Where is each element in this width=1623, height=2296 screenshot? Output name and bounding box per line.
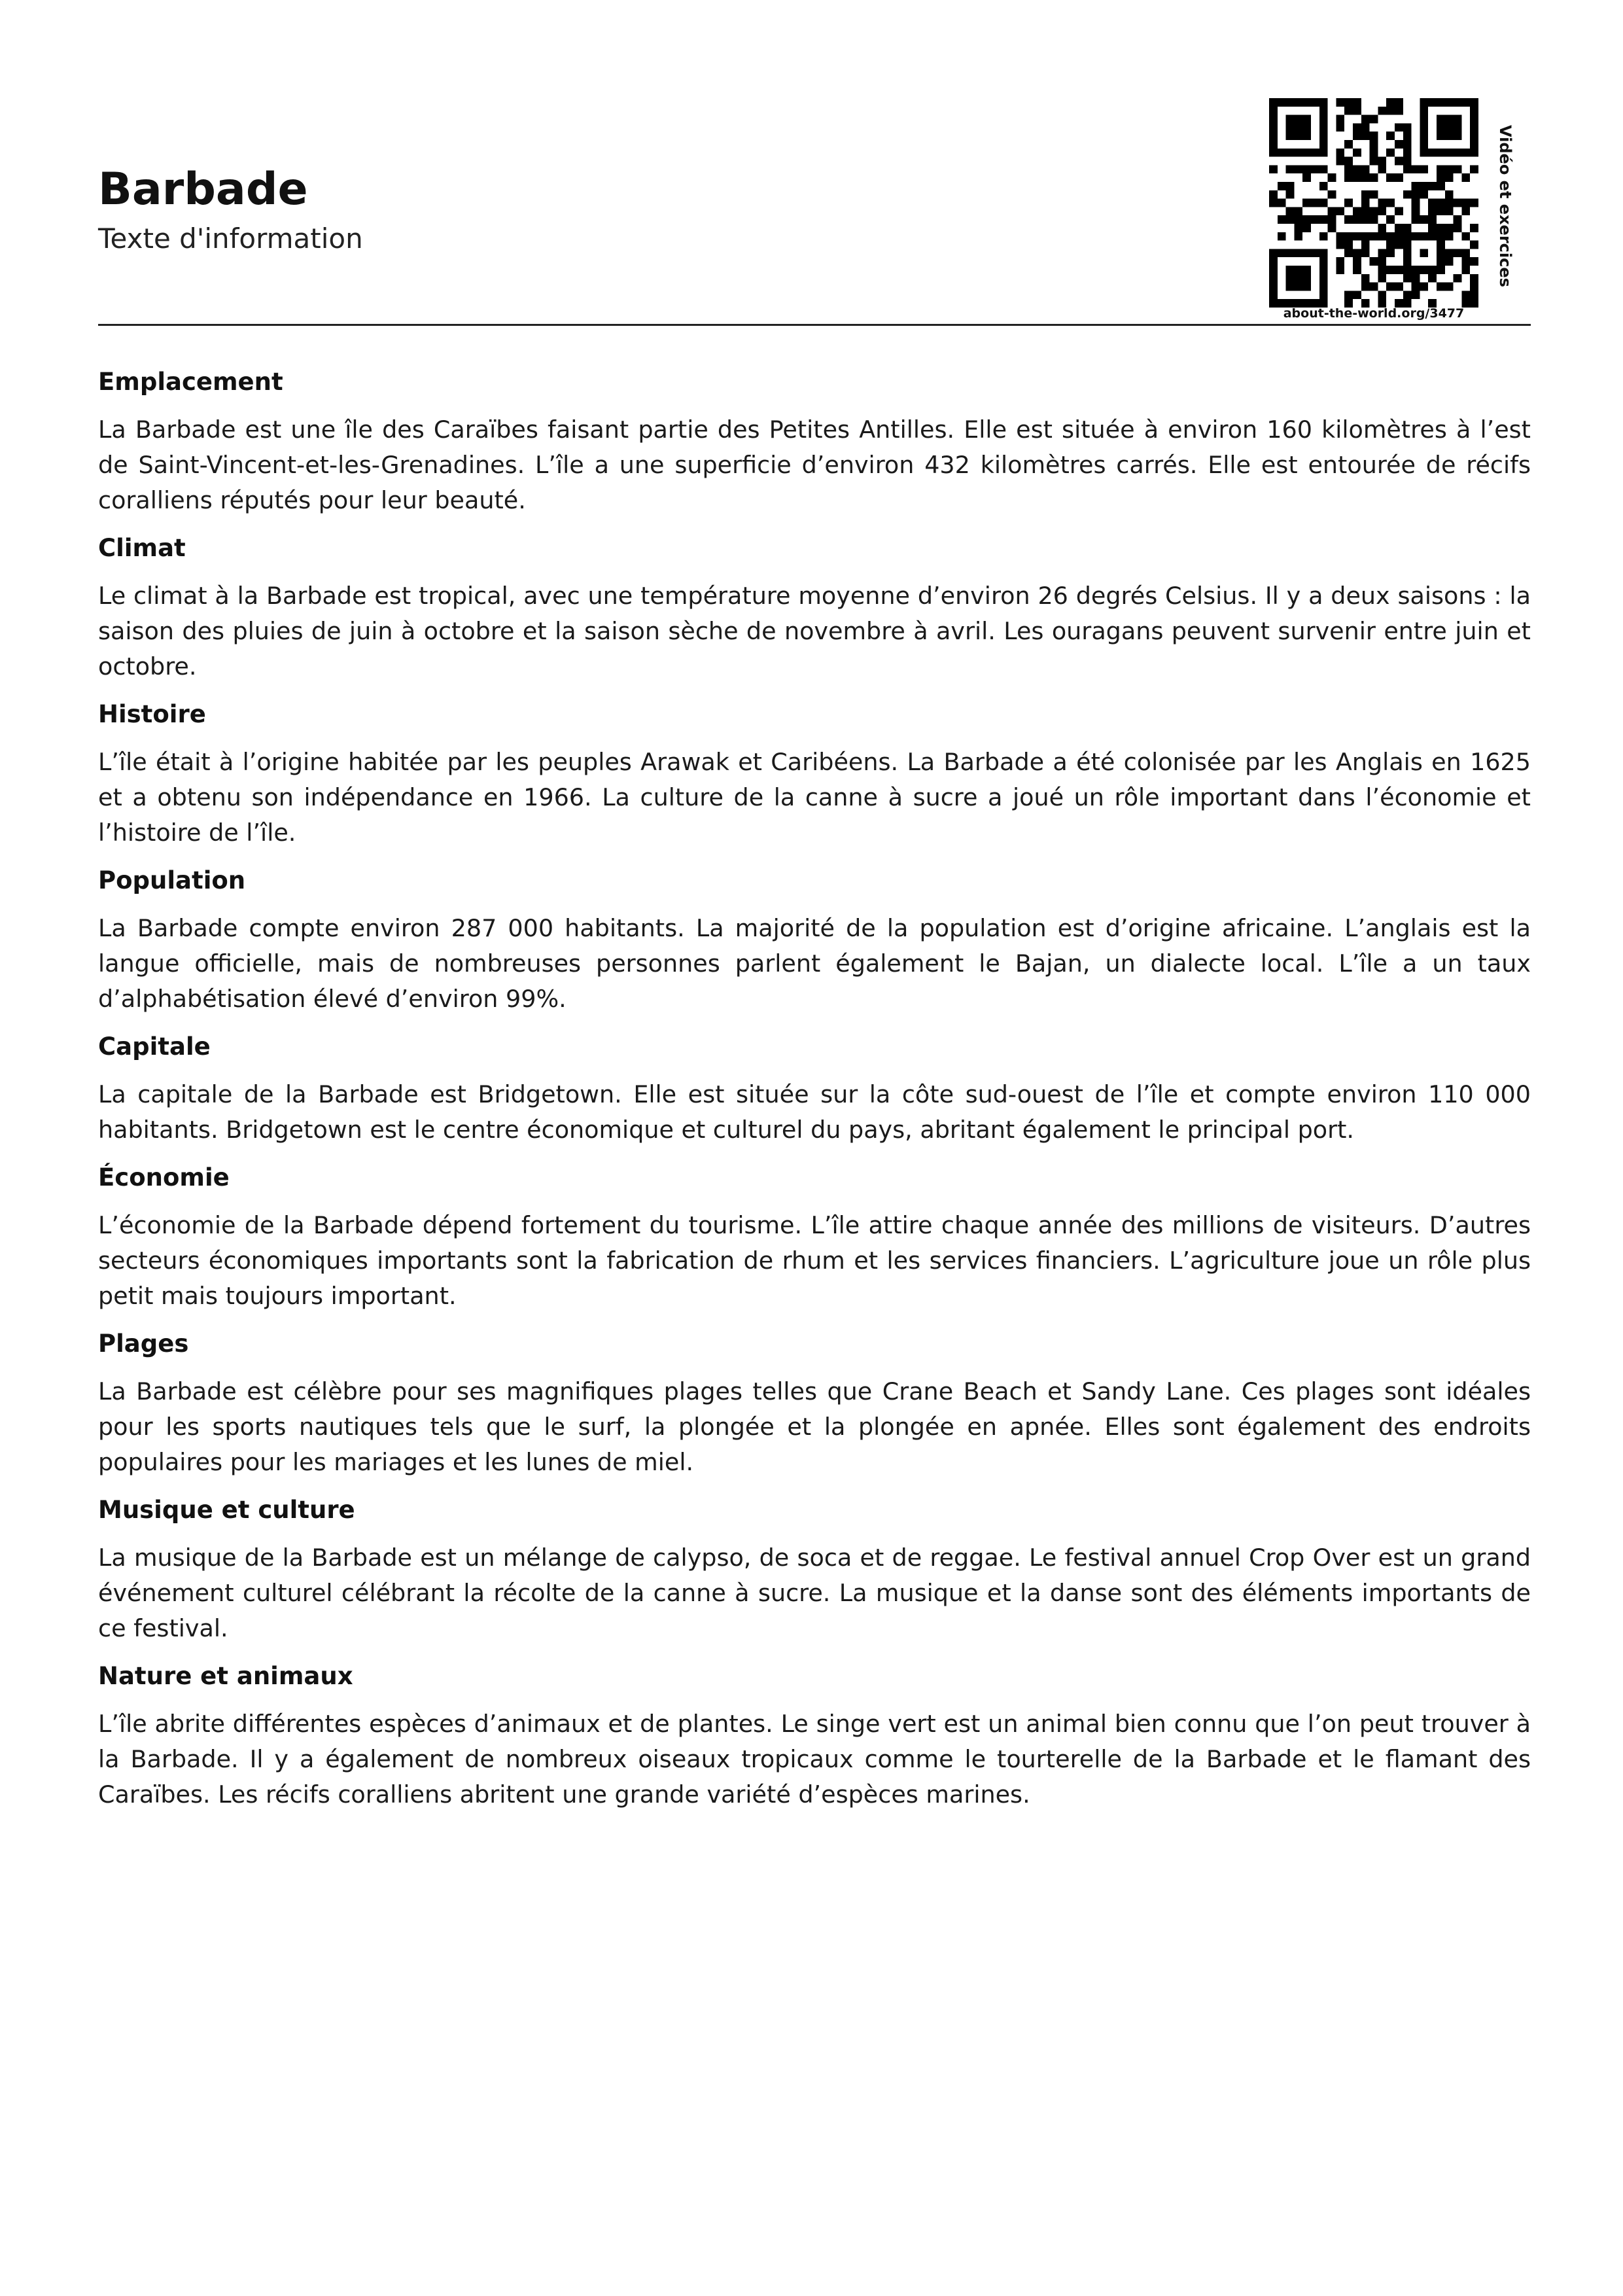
section-heading: Musique et culture (98, 1496, 355, 1524)
section-heading: Climat (98, 534, 186, 562)
document-subtitle: Texte d'information (98, 222, 363, 255)
section-capitale (98, 1031, 1531, 1148)
header-divider (98, 324, 1531, 326)
qr-code-icon[interactable] (1269, 98, 1478, 308)
document-header (98, 98, 1531, 324)
section-population (98, 865, 1531, 1017)
section-text: Le climat à la Barbade est tropical, avec une température moyenne d’environ 26 degrés Celsius. Il y a deux saisons : la saison des pluies de juin à octobre et la saison sèche de novembre à avril. Les ouragans peuvent survenir entre juin et octobre. (98, 582, 1531, 680)
document-body (98, 366, 1531, 1827)
section-text: La Barbade est célèbre pour ses magnifiques plages telles que Crane Beach et Sandy Lane. Ces plages sont idéales pour les sports nautiques tels que le surf, la plongée et la plongée en apnée. Elles sont également des endroits populaires pour les mariages et les lunes de miel. (98, 1377, 1531, 1476)
document-title: Barbade (98, 164, 308, 215)
section-heading: Nature et animaux (98, 1662, 353, 1690)
section-text: La capitale de la Barbade est Bridgetown. Elle est située sur la côte sud-ouest de l’île et compte environ 110 000 habitants. Bridgetown est le centre économique et culturel du pays, abritant également le principal port. (98, 1080, 1531, 1144)
section-text: L’île était à l’origine habitée par les peuples Arawak et Caribéens. La Barbade a été colonisée par les Anglais en 1625 et a obtenu son indépendance en 1966. La culture de la canne à sucre a joué un rôle important dans l’économie et l’histoire de l’île. (98, 748, 1531, 847)
section-plages (98, 1328, 1531, 1480)
qr-block[interactable] (1269, 98, 1531, 324)
section-heading: Population (98, 866, 246, 894)
qr-url[interactable]: about-the-world.org/3477 (1283, 306, 1465, 321)
section-text: La Barbade est une île des Caraïbes faisant partie des Petites Antilles. Elle est située à environ 160 kilomètres à l’est de Saint-Vincent-et-les-Grenadines. L’île a une superficie d’environ 432 kilomètres carrés. Elle est entourée de récifs coralliens réputés pour leur beauté. (98, 415, 1531, 514)
section-economie (98, 1162, 1531, 1314)
section-text: La Barbade compte environ 287 000 habitants. La majorité de la population est d’origine africaine. L’anglais est la langue officielle, mais de nombreuses personnes parlent également le Bajan, un dialecte local. L’île a un taux d’alphabétisation élevé d’environ 99%. (98, 914, 1531, 1013)
qr-side-label: Vidéo et exercices (1496, 125, 1514, 287)
section-text: L’île abrite différentes espèces d’animaux et de plantes. Le singe vert est un animal bien connu que l’on peut trouver à la Barbade. Il y a également de nombreux oiseaux tropicaux comme le tourterelle de la Barbade et le flamant des Caraïbes. Les récifs coralliens abritent une grande variété d’espèces marines. (98, 1710, 1531, 1809)
section-text: La musique de la Barbade est un mélange de calypso, de soca et de reggae. Le festival annuel Crop Over est un grand événement culturel célébrant la récolte de la canne à sucre. La musique et la danse sont des éléments importants de ce festival. (98, 1544, 1531, 1642)
section-histoire (98, 699, 1531, 851)
section-heading: Économie (98, 1163, 230, 1192)
section-heading: Histoire (98, 700, 206, 728)
section-climat (98, 533, 1531, 684)
section-heading: Plages (98, 1330, 189, 1358)
section-text: L’économie de la Barbade dépend fortement du tourisme. L’île attire chaque année des millions de visiteurs. D’autres secteurs économiques importants sont la fabrication de rhum et les services financiers. L’agriculture joue un rôle plus petit mais toujours important. (98, 1211, 1531, 1310)
section-musique-culture (98, 1494, 1531, 1646)
section-heading: Emplacement (98, 368, 283, 396)
section-heading: Capitale (98, 1033, 211, 1061)
section-emplacement (98, 366, 1531, 518)
section-nature-animaux (98, 1661, 1531, 1812)
